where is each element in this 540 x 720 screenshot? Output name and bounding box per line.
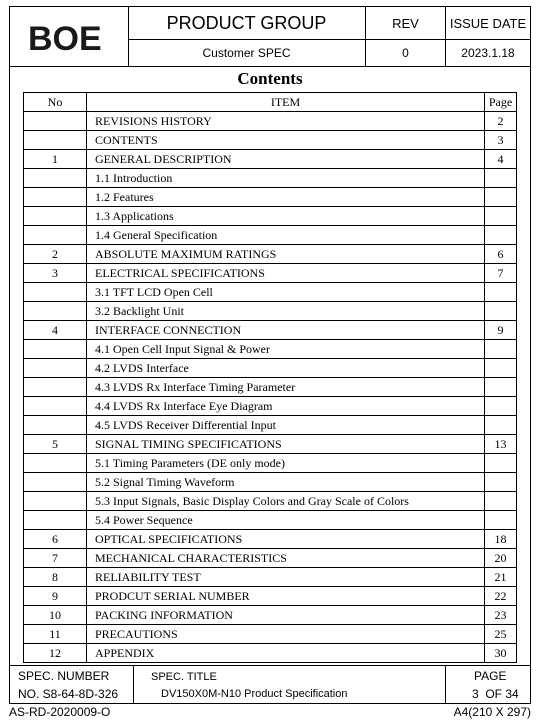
paper-size: A4(210 X 297) (453, 705, 531, 719)
row-page (485, 169, 517, 188)
row-page (485, 188, 517, 207)
table-row (24, 416, 517, 435)
doc-code: AS-RD-2020009-O (9, 705, 111, 719)
row-page (485, 283, 517, 302)
row-item: SIGNAL TIMING SPECIFICATIONS (87, 435, 485, 454)
row-no: 10 (24, 606, 87, 625)
row-no: 11 (24, 625, 87, 644)
row-no: 8 (24, 568, 87, 587)
table-row (24, 511, 517, 530)
boe-logo (10, 7, 129, 66)
table-row (24, 397, 517, 416)
row-page (485, 340, 517, 359)
table-row (24, 473, 517, 492)
row-item: PACKING INFORMATION (87, 606, 485, 625)
row-page (485, 207, 517, 226)
row-item: 1.2 Features (87, 188, 485, 207)
page-label: PAGE (474, 669, 507, 683)
spec-title-cell (134, 666, 446, 704)
row-no (24, 454, 87, 473)
row-no (24, 378, 87, 397)
row-item: 4.1 Open Cell Input Signal & Power (87, 340, 485, 359)
spec-number-value: NO. S8-64-8D-326 (18, 687, 119, 701)
row-page (485, 473, 517, 492)
row-item: 1.4 General Specification (87, 226, 485, 245)
table-row (24, 549, 517, 568)
row-item: PRODCUT SERIAL NUMBER (87, 587, 485, 606)
row-page (485, 397, 517, 416)
row-no (24, 302, 87, 321)
rev-label: REV (366, 7, 446, 40)
row-page (485, 511, 517, 530)
row-item: ELECTRICAL SPECIFICATIONS (87, 264, 485, 283)
row-no: 4 (24, 321, 87, 340)
row-no (24, 226, 87, 245)
table-row (24, 625, 517, 644)
row-item: 5.3 Input Signals, Basic Display Colors and Gray Scale of Colors (87, 492, 485, 511)
table-row (24, 492, 517, 511)
row-no (24, 188, 87, 207)
row-item: OPTICAL SPECIFICATIONS (87, 530, 485, 549)
row-no: 5 (24, 435, 87, 454)
row-page (485, 226, 517, 245)
spec-number-label: SPEC. NUMBER (18, 669, 110, 683)
row-no: 3 (24, 264, 87, 283)
row-no (24, 359, 87, 378)
logo-text: BOE (28, 19, 102, 54)
row-no: 2 (24, 245, 87, 264)
row-page (485, 359, 517, 378)
row-page: 3 (485, 131, 517, 150)
row-no (24, 416, 87, 435)
table-row (24, 454, 517, 473)
row-item: 1.3 Applications (87, 207, 485, 226)
row-page: 13 (485, 435, 517, 454)
row-no: 1 (24, 150, 87, 169)
row-page: 9 (485, 321, 517, 340)
row-item: 4.5 LVDS Receiver Differential Input (87, 416, 485, 435)
table-row (24, 340, 517, 359)
page-cell (446, 666, 530, 704)
row-item: PRECAUTIONS (87, 625, 485, 644)
row-page: 6 (485, 245, 517, 264)
row-item: APPENDIX (87, 644, 485, 663)
row-page: 2 (485, 112, 517, 131)
row-page: 30 (485, 644, 517, 663)
row-item: INTERFACE CONNECTION (87, 321, 485, 340)
row-item: ABSOLUTE MAXIMUM RATINGS (87, 245, 485, 264)
spec-title-label: SPEC. TITLE (151, 671, 217, 683)
row-page: 21 (485, 568, 517, 587)
col-item-header: ITEM (87, 93, 485, 112)
table-row (24, 245, 517, 264)
table-row (24, 321, 517, 340)
row-page (485, 416, 517, 435)
row-no (24, 207, 87, 226)
table-row (24, 169, 517, 188)
row-item: GENERAL DESCRIPTION (87, 150, 485, 169)
row-item: 4.2 LVDS Interface (87, 359, 485, 378)
document-frame (9, 6, 531, 704)
row-no (24, 169, 87, 188)
table-row (24, 283, 517, 302)
page-value: 3 OF 34 (472, 687, 519, 701)
row-no (24, 511, 87, 530)
row-no: 6 (24, 530, 87, 549)
row-no (24, 340, 87, 359)
table-row (24, 188, 517, 207)
table-row (24, 378, 517, 397)
row-page: 20 (485, 549, 517, 568)
table-row (24, 131, 517, 150)
row-no (24, 397, 87, 416)
row-item: CONTENTS (87, 131, 485, 150)
table-row (24, 530, 517, 549)
row-item: 3.2 Backlight Unit (87, 302, 485, 321)
row-page: 23 (485, 606, 517, 625)
table-row (24, 150, 517, 169)
row-item: REVISIONS HISTORY (87, 112, 485, 131)
table-row (24, 606, 517, 625)
document-footer (10, 665, 530, 704)
row-item: 5.1 Timing Parameters (DE only mode) (87, 454, 485, 473)
row-item: 5.2 Signal Timing Waveform (87, 473, 485, 492)
col-no-header: No (24, 93, 87, 112)
row-no (24, 131, 87, 150)
table-row (24, 207, 517, 226)
row-no: 7 (24, 549, 87, 568)
row-no (24, 473, 87, 492)
table-row (24, 587, 517, 606)
table-row (24, 568, 517, 587)
row-item: 4.3 LVDS Rx Interface Timing Parameter (87, 378, 485, 397)
table-row (24, 435, 517, 454)
row-item: 5.4 Power Sequence (87, 511, 485, 530)
table-row (24, 112, 517, 131)
row-page: 4 (485, 150, 517, 169)
row-page (485, 378, 517, 397)
row-page: 25 (485, 625, 517, 644)
rev-value: 0 (366, 40, 446, 66)
row-no (24, 492, 87, 511)
row-no: 9 (24, 587, 87, 606)
issue-date-label: ISSUE DATE (446, 7, 530, 40)
row-no: 12 (24, 644, 87, 663)
document-header (10, 7, 530, 67)
spec-number-cell (10, 666, 134, 704)
row-item: 1.1 Introduction (87, 169, 485, 188)
spec-title-value: DV150X0M-N10 Product Specification (161, 688, 348, 700)
table-row (24, 226, 517, 245)
row-item: MECHANICAL CHARACTERISTICS (87, 549, 485, 568)
table-row (24, 302, 517, 321)
contents-header-row (24, 93, 517, 112)
row-item: 3.1 TFT LCD Open Cell (87, 283, 485, 302)
row-page: 18 (485, 530, 517, 549)
row-item: RELIABILITY TEST (87, 568, 485, 587)
row-page (485, 302, 517, 321)
row-no (24, 283, 87, 302)
customer-spec: Customer SPEC (128, 40, 366, 66)
contents-title: Contents (237, 69, 303, 88)
table-row (24, 359, 517, 378)
row-page: 22 (485, 587, 517, 606)
row-page (485, 492, 517, 511)
row-page (485, 454, 517, 473)
product-group-label: PRODUCT GROUP (128, 7, 366, 40)
issue-date-value: 2023.1.18 (461, 46, 515, 60)
row-no (24, 112, 87, 131)
col-page-header: Page (485, 93, 517, 112)
row-page: 7 (485, 264, 517, 283)
table-row (24, 264, 517, 283)
contents-table (23, 92, 517, 663)
table-row (24, 644, 517, 663)
row-item: 4.4 LVDS Rx Interface Eye Diagram (87, 397, 485, 416)
